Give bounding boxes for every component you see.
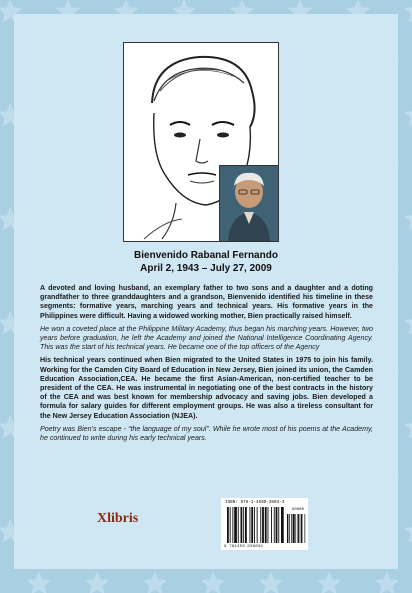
barcode-addon-bar: [291, 514, 292, 543]
barcode-bar: [241, 507, 243, 543]
star-icon: [375, 571, 400, 593]
barcode-bar: [268, 507, 269, 543]
star-icon: [259, 571, 284, 593]
star-icon: [85, 571, 110, 593]
barcode-bars: [221, 498, 308, 550]
barcode-addon-bar: [298, 514, 299, 543]
price-code: 90000: [291, 508, 304, 512]
bio-paragraph-3: His technical years continued when Bien migrated to the United States in 1975 to join his family. Working for the Camden City Board of Education in New Jersey, Bien joined its union, the Camden Education Association,CEA. He became the first Asian-American, non-certified teacher to be president of the CEA. He was instrumental in negotiating one of the best contracts in the history of the CEA and was best known for membership advocacy and saving jobs. Bien developed a formula for salary guides for different employment groups. He was also a tireless consultant for the New Jersey Education Association (NJEA).: [40, 356, 373, 420]
bio-paragraph-1: A devoted and loving husband, an exemplary father to two sons and a daughter and a doting grandfather to three granddaughters and a grandson, Bienvenido identified his timeline in these segments: formative years, marching years and technical years. His formative years in the Philippines were difficult. Having a widowed working mother, Bien practically raised himself.: [40, 284, 373, 320]
author-name: Bienvenido Rabanal Fernando: [134, 250, 278, 261]
barcode-bar: [260, 507, 261, 543]
barcode-bar: [238, 507, 239, 543]
barcode-bar: [254, 507, 255, 543]
star-icon: [404, 519, 412, 543]
publisher-logo: Xlibris: [97, 511, 139, 526]
isbn-label: ISBN: 978-1-4500-3803-4: [225, 500, 285, 505]
star-icon: [317, 571, 342, 593]
barcode-addon-bar: [287, 514, 288, 543]
barcode-addon-bar: [295, 514, 296, 543]
bio-paragraph-2: He won a coveted place at the Philippine Military Academy, thus began his marching years. However, two years before graduation, he left the Academy and joined the National Intelligence Coordinating Agency. This was the start of his technical years. He became one of the top officers of the Agency: [40, 324, 373, 352]
author-photo: [219, 165, 279, 242]
barcode-bar: [278, 507, 279, 543]
barcode-bar: [281, 507, 284, 543]
barcode-addon-bar: [300, 514, 301, 543]
bio-paragraph-4: Poetry was Bien’s escape - “the language of my soul”. While he wrote most of his poems at the Academy, he continued to write during his early technical years.: [40, 424, 373, 443]
barcode-bar: [234, 507, 237, 543]
barcode-bar: [265, 507, 267, 543]
author-photo-image: [220, 166, 278, 241]
barcode-bar: [250, 507, 251, 543]
barcode-addon-bar: [305, 514, 306, 543]
barcode-bar: [245, 507, 247, 543]
author-heading: [0, 249, 412, 275]
barcode-bar: [257, 507, 258, 543]
barcode-bar: [262, 507, 264, 543]
star-icon: [404, 0, 412, 23]
star-icon: [404, 103, 412, 127]
author-dates: April 2, 1943 – July 27, 2009: [140, 263, 272, 274]
barcode-bar: [276, 507, 278, 543]
barcode-bar: [230, 507, 231, 543]
star-icon: [404, 207, 412, 231]
barcode-bar: [271, 507, 272, 543]
barcode-bar: [227, 507, 229, 543]
star-icon: [404, 415, 412, 439]
barcode-bar: [251, 507, 253, 543]
star-icon: [143, 571, 168, 593]
star-icon: [201, 571, 226, 593]
star-icon: [27, 571, 52, 593]
star-icon: [404, 311, 412, 335]
barcode-addon-bar: [293, 514, 295, 543]
biography: [40, 284, 373, 447]
barcode-addon-bar: [289, 514, 290, 543]
barcode-bar: [274, 507, 275, 543]
isbn-barcode: [221, 498, 308, 550]
barcode-addon-bar: [301, 514, 302, 543]
barcode-digits: 9 781450 038034: [224, 545, 264, 549]
barcode-bar: [232, 507, 233, 543]
barcode-bar: [243, 507, 244, 543]
